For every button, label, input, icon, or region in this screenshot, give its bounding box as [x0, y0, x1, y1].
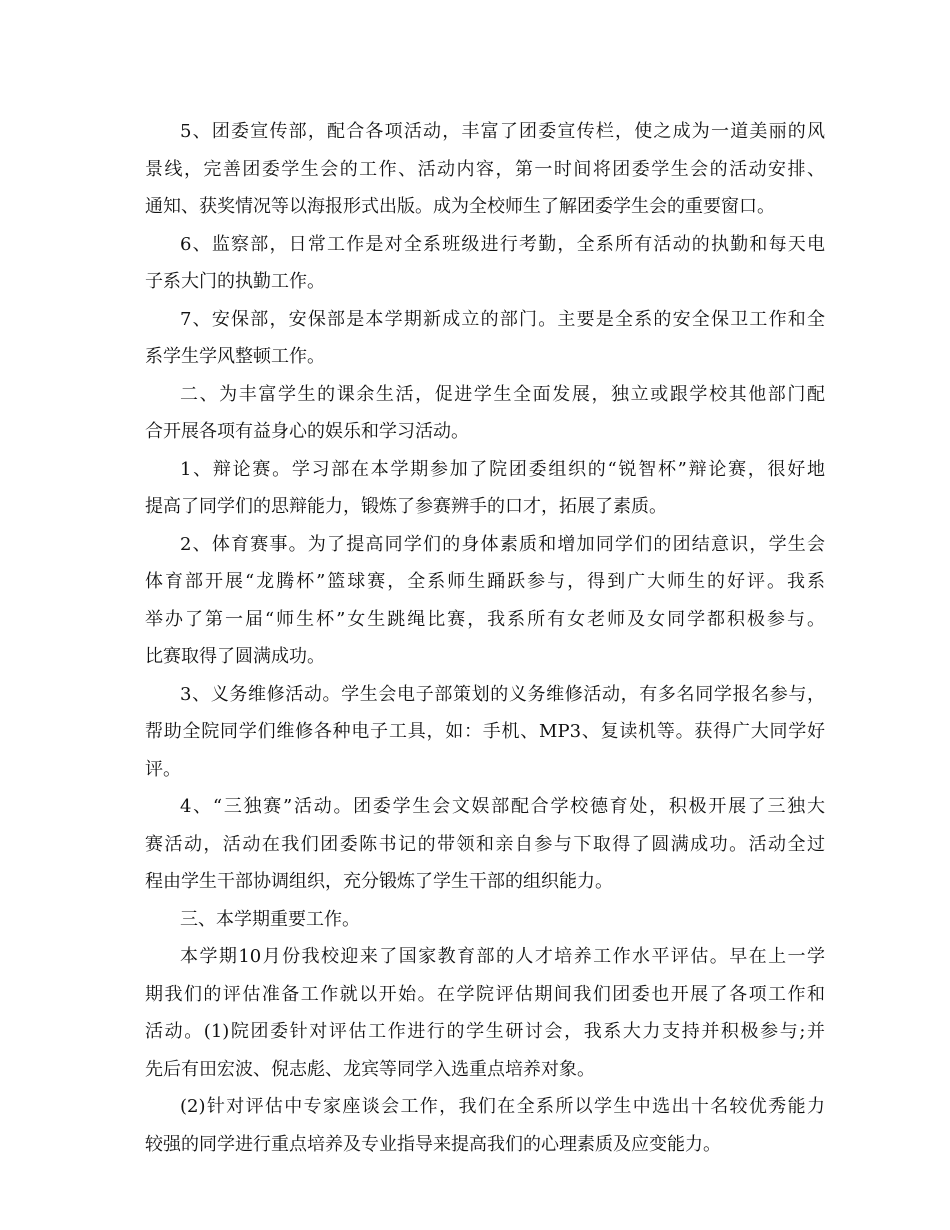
text-line: 系学生学风整顿工作。 — [145, 346, 325, 367]
text-line: 5、团委宣传部，配合各项活动，丰富了团委宣传栏，使之成为一道美丽的风 — [180, 121, 825, 142]
text-line: 1、辩论赛。学习部在本学期参加了院团委组织的“锐智杯”辩论赛，很好地 — [180, 459, 825, 480]
text-line: 活动。(1)院团委针对评估工作进行的学生研讨会，我系大力支持并积极参与;并 — [145, 1021, 825, 1042]
text-line: 4、“三独赛”活动。团委学生会文娱部配合学校德育处，积极开展了三独大 — [180, 796, 825, 817]
text-line: 2、体育赛事。为了提高同学们的身体素质和增加同学们的团结意识，学生会 — [180, 534, 825, 555]
text-line: 评。 — [145, 759, 181, 780]
text-line: 二、为丰富学生的课余生活，促进学生全面发展，独立或跟学校其他部门配 — [180, 384, 825, 405]
text-line: 期我们的评估准备工作就以开始。在学院评估期间我们团委也开展了各项工作和 — [145, 984, 825, 1005]
text-line: 景线，完善团委学生会的工作、活动内容，第一时间将团委学生会的活动安排、 — [145, 159, 825, 180]
text-line: 3、义务维修活动。学生会电子部策划的义务维修活动，有多名同学报名参与， — [180, 684, 825, 705]
text-line: 合开展各项有益身心的娱乐和学习活动。 — [145, 421, 469, 442]
section-heading: 三、本学期重要工作。 — [180, 909, 360, 930]
text-line: 子系大门的执勤工作。 — [145, 271, 325, 292]
text-line: 较强的同学进行重点培养及专业指导来提高我们的心理素质及应变能力。 — [145, 1134, 721, 1155]
text-line: 本学期10月份我校迎来了国家教育部的人才培养工作水平评估。早在上一学 — [180, 946, 825, 967]
text-line: 通知、获奖情况等以海报形式出版。成为全校师生了解团委学生会的重要窗口。 — [145, 196, 775, 217]
text-line: 帮助全院同学们维修各种电子工具，如：手机、MP3、复读机等。获得广大同学好 — [145, 721, 825, 742]
text-line: 程由学生干部协调组织，充分锻炼了学生干部的组织能力。 — [145, 871, 613, 892]
text-line: 比赛取得了圆满成功。 — [145, 646, 325, 667]
text-line: 7、安保部，安保部是本学期新成立的部门。主要是全系的安全保卫工作和全 — [180, 309, 825, 330]
text-line: 提高了同学们的思辩能力，锻炼了参赛辨手的口才，拓展了素质。 — [145, 496, 667, 517]
text-line: 体育部开展“龙腾杯”篮球赛，全系师生踊跃参与，得到广大师生的好评。我系 — [145, 571, 825, 592]
text-line: 举办了第一届“师生杯”女生跳绳比赛，我系所有女老师及女同学都积极参与。 — [145, 609, 825, 630]
text-line: 6、监察部，日常工作是对全系班级进行考勤，全系所有活动的执勤和每天电 — [180, 234, 825, 255]
text-line: 先后有田宏波、倪志彪、龙宾等同学入选重点培养对象。 — [145, 1059, 595, 1080]
text-line: (2)针对评估中专家座谈会工作，我们在全系所以学生中选出十名较优秀能力 — [180, 1096, 825, 1117]
text-line: 赛活动，活动在我们团委陈书记的带领和亲自参与下取得了圆满成功。活动全过 — [145, 834, 825, 855]
